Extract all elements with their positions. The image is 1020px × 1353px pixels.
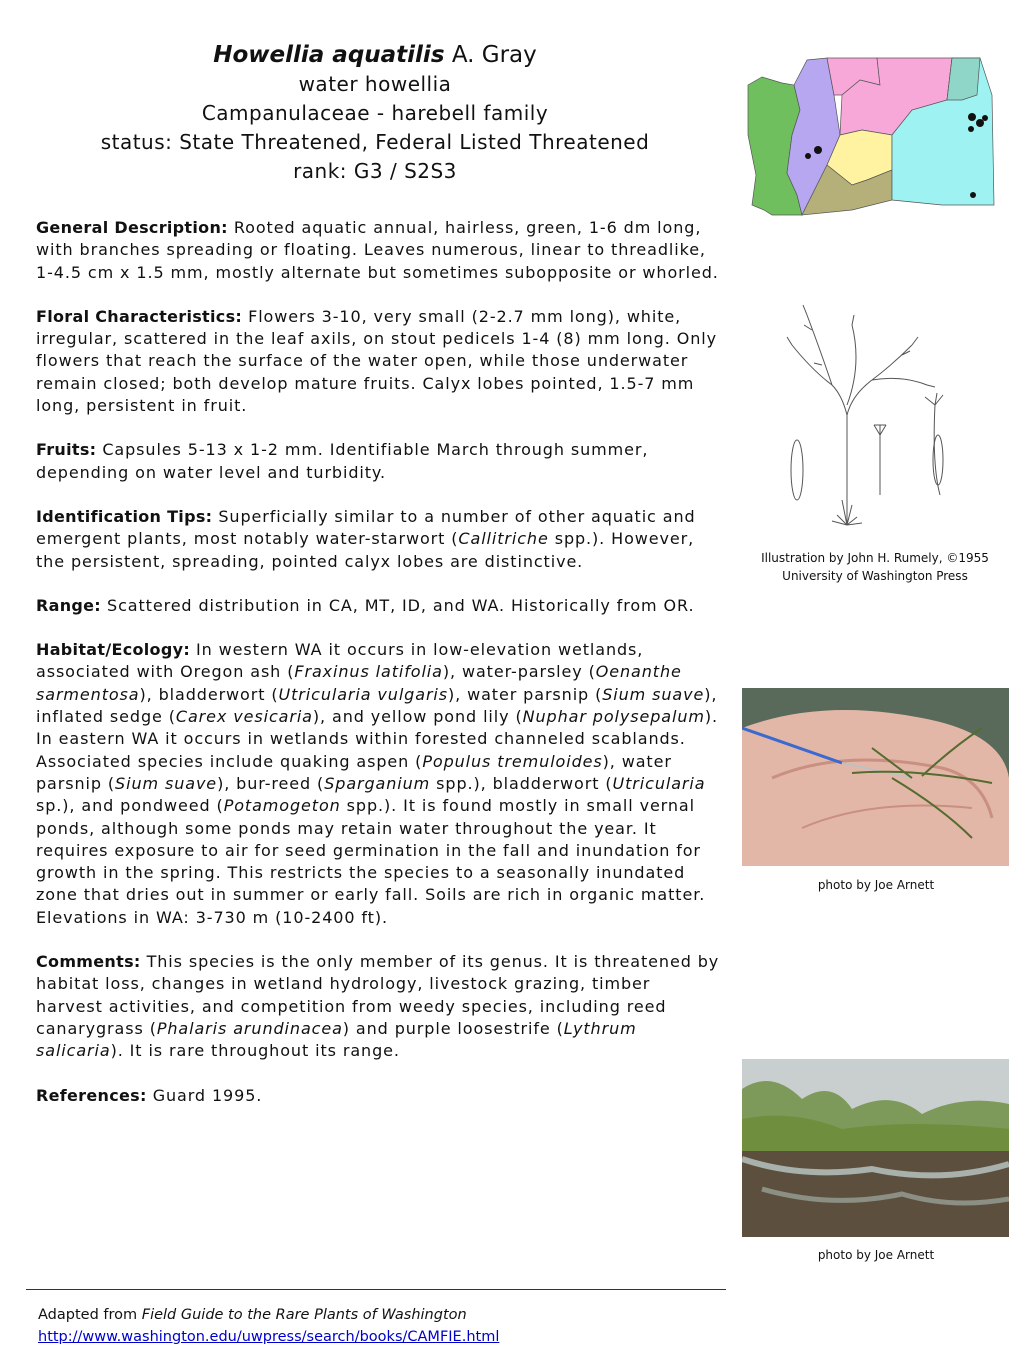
floral-characteristics: Floral Characteristics: Flowers 3-10, very small (2-2.7 mm long), white, irregular, scattered in the leaf axils, on stout pedicels 1-4 (8) mm long. Only flowers that reach the surface of the water open, while those underwater remain closed; both develop mature fruits. Calyx lobes pointed, 1.5-7 mm long, persistent in fruit. [36,306,717,416]
book-title: Field Guide to the Rare Plants of Washington [141,1307,467,1323]
occurrence-dot [805,153,811,159]
adapted-from: Adapted from Field Guide to the Rare Plants of Washington [38,1307,467,1323]
footer-divider [26,1289,726,1290]
general-heading: General Description: [36,218,228,237]
footer [38,1304,499,1348]
rank-line: rank: G3 / S2S3 [293,159,457,183]
fruits-heading: Fruits: [36,440,97,460]
comments: Comments: This species is the only member of its genus. It is threatened by habitat loss, changes in wetland hydrology, livestock grazing, timber harvest activities, and competition from weedy species, including reed canarygrass (Phalaris arundinacea) and purple loosestrife (Lythrum salicaria). It is rare throughout its range. [36,952,720,1061]
habitat-heading: Habitat/Ecology: [36,640,191,660]
range: Range: Scattered distribution in CA, MT, ID, and WA. Historically from OR. [36,595,695,615]
occurrence-dot [968,113,976,121]
distribution-map [742,55,998,225]
scientific-name: Howellia aquatilis [213,42,445,68]
common-name: water howellia [298,72,452,96]
map-region-northeast [947,58,980,100]
occurrence-dot [976,119,984,127]
floral-heading: Floral Characteristics: [36,306,243,326]
status-line: status: State Threatened, Federal Listed Threatened [100,130,650,154]
identification-tips: Identification Tips: Superficially similar to a number of other aquatic and emergent plants, most notably water-starwort (Callitriche spp.). However, the persistent, spreading, pointed calyx lobes are distinctive. [36,506,696,571]
header [30,40,720,186]
references-heading: References: [36,1085,147,1105]
family-name: Campanulaceae - harebell family [201,101,549,125]
book-link[interactable]: http://www.washington.edu/uwpress/search/books/CAMFIE.html [38,1329,500,1345]
references: References: Guard 1995. [36,1085,263,1105]
comments-heading: Comments: [36,952,141,972]
identification-heading: Identification Tips: [36,506,213,526]
authority: A. Gray [451,42,537,68]
fruits: Fruits: Capsules 5-13 x 1-2 mm. Identifiable March through summer, depending on water level and turbidity. [36,440,649,482]
species-description [36,217,722,1129]
page-title [30,40,720,70]
photo2-caption: photo by Joe Arnett [817,1248,935,1262]
pond-photo [742,1059,1009,1237]
general-description: General Description: Rooted aquatic annual, hairless, green, 1-6 dm long, with branches spreading or floating. Leaves numerous, linear to threadlike, 1-4.5 cm x 1.5 mm, mostly alternate but sometimes subopposite or whorled. [36,218,719,282]
occurrence-dot [968,126,974,132]
plant-illustration [752,285,992,535]
photo1-caption: photo by Joe Arnett [817,878,935,892]
illustration-caption: Illustration by John H. Rumely, ©1955 University of Washington Press [761,551,989,583]
range-heading: Range: [36,595,102,615]
hand-photo [742,688,1009,866]
occurrence-dot [982,115,988,121]
occurrence-dot [970,192,976,198]
habitat-ecology: Habitat/Ecology: In western WA it occurs in low-elevation wetlands, associated with Oregon ash (Fraxinus latifolia), water-parsley (Oenanthe sarmentosa), bladderwort (Utricularia vulgaris), water parsnip (Sium suave), inflated sedge (Carex vesicaria), and yellow pond lily (Nuphar polysepalum). In eastern WA it occurs in wetlands within forested channeled scablands. Associated species include quaking aspen (Populus tremuloides), water parsnip (Sium suave), bur-reed (Sparganium spp.), bladderwort (Utricularia sp.), and pondweed (Potamogeton spp.). It is found mostly in small vernal ponds, although some ponds may retain water throughout the year. It requires exposure to air for seed germination in the fall and inundation for growth in the spring. This restricts the species to a seasonally inundated zone that dries out in summer or early fall. Soils are rich in organic matter. Elevations in WA: 3-730 m (10-2400 ft). [36,640,719,927]
occurrence-dot [814,146,822,154]
